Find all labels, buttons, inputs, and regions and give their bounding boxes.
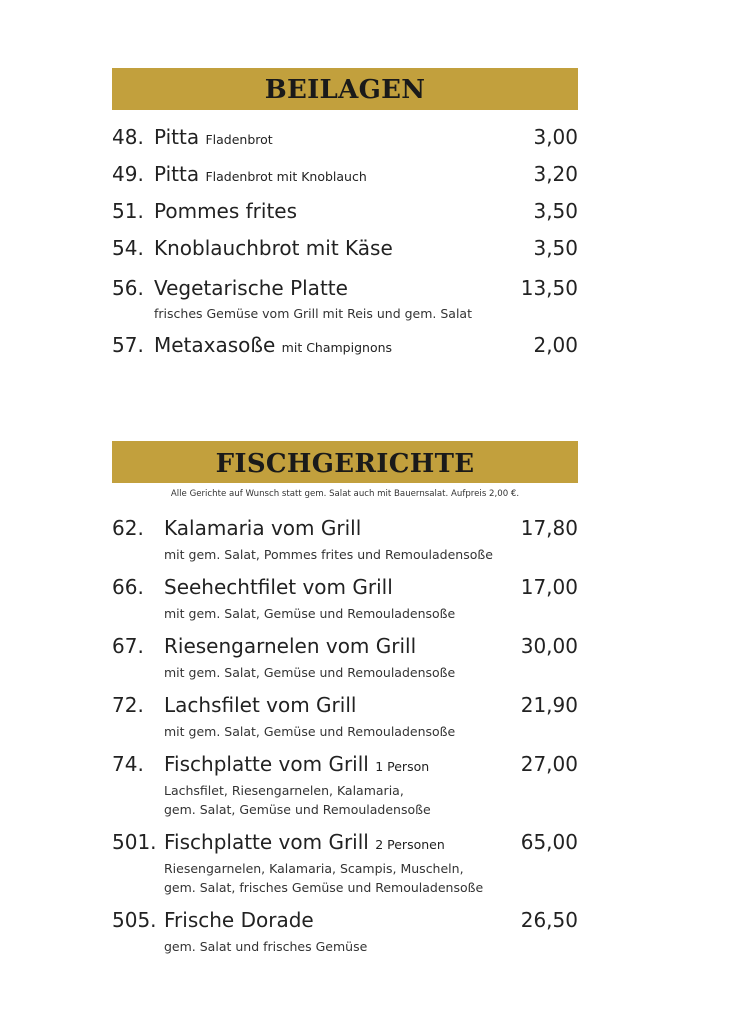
item-number: 505. — [112, 908, 157, 932]
fischgerichte-heading: FISCHGERICHTE — [112, 441, 578, 483]
item-price: 3,50 — [533, 199, 578, 223]
item-name: Fischplatte vom Grill 2 Personen — [164, 830, 445, 854]
item-name: Pitta Fladenbrot — [154, 125, 273, 149]
item-price: 26,50 — [520, 908, 578, 932]
item-name: Seehechtfilet vom Grill — [164, 575, 393, 599]
item-price: 17,00 — [520, 575, 578, 599]
item-number: 67. — [112, 634, 144, 658]
item-name: Pitta Fladenbrot mit Knoblauch — [154, 162, 367, 186]
item-number: 66. — [112, 575, 144, 599]
item-name: Frische Dorade — [164, 908, 314, 932]
item-number: 74. — [112, 752, 144, 776]
item-price: 27,00 — [520, 752, 578, 776]
fischgerichte-note: Alle Gerichte auf Wunsch statt gem. Salat auch mit Bauernsalat. Aufpreis 2,00 €. — [170, 489, 520, 499]
item-note: Fladenbrot — [205, 132, 273, 147]
item-number: 54. — [112, 236, 144, 260]
item-description: mit gem. Salat, Gemüse und Remouladensoße — [164, 665, 456, 680]
item-number: 62. — [112, 516, 144, 540]
item-number: 72. — [112, 693, 144, 717]
item-note: 2 Personen — [375, 837, 445, 852]
item-description: gem. Salat und frisches Gemüse — [164, 939, 368, 954]
item-number: 48. — [112, 125, 144, 149]
item-description: mit gem. Salat, Pommes frites und Remouladensoße — [164, 547, 493, 562]
item-number: 56. — [112, 276, 144, 300]
item-price: 65,00 — [520, 830, 578, 854]
item-note: 1 Person — [375, 759, 430, 774]
item-description: Lachsfilet, Riesengarnelen, Kalamaria, gem. Salat, Gemüse und Remouladensoße — [164, 783, 431, 817]
item-name: Kalamaria vom Grill — [164, 516, 362, 540]
item-price: 17,80 — [520, 516, 578, 540]
item-description: Riesengarnelen, Kalamaria, Scampis, Muscheln, gem. Salat, frisches Gemüse und Remouladensoße — [164, 861, 484, 895]
item-note: Fladenbrot mit Knoblauch — [205, 169, 367, 184]
item-name: Fischplatte vom Grill 1 Person — [164, 752, 430, 776]
item-price: 3,50 — [533, 236, 578, 260]
item-price: 30,00 — [520, 634, 578, 658]
item-name: Vegetarische Platte — [154, 276, 348, 300]
item-number: 51. — [112, 199, 144, 223]
item-number: 501. — [112, 830, 157, 854]
beilagen-heading: BEILAGEN — [112, 68, 578, 110]
item-price: 3,20 — [533, 162, 578, 186]
item-price: 2,00 — [533, 333, 578, 357]
item-price: 21,90 — [520, 693, 578, 717]
item-price: 13,50 — [520, 276, 578, 300]
item-description: mit gem. Salat, Gemüse und Remouladensoße — [164, 606, 456, 621]
item-name: Pommes frites — [154, 199, 298, 223]
item-number: 49. — [112, 162, 144, 186]
item-note: mit Champignons — [281, 340, 393, 355]
item-number: 57. — [112, 333, 144, 357]
item-name: Knoblauchbrot mit Käse — [154, 236, 393, 260]
item-name: Metaxasoße mit Champignons — [154, 333, 393, 357]
item-description: frisches Gemüse vom Grill mit Reis und gem. Salat — [154, 306, 472, 321]
item-name: Lachsfilet vom Grill — [164, 693, 357, 717]
item-name: Riesengarnelen vom Grill — [164, 634, 417, 658]
item-description: mit gem. Salat, Gemüse und Remouladensoße — [164, 724, 456, 739]
item-price: 3,00 — [533, 125, 578, 149]
